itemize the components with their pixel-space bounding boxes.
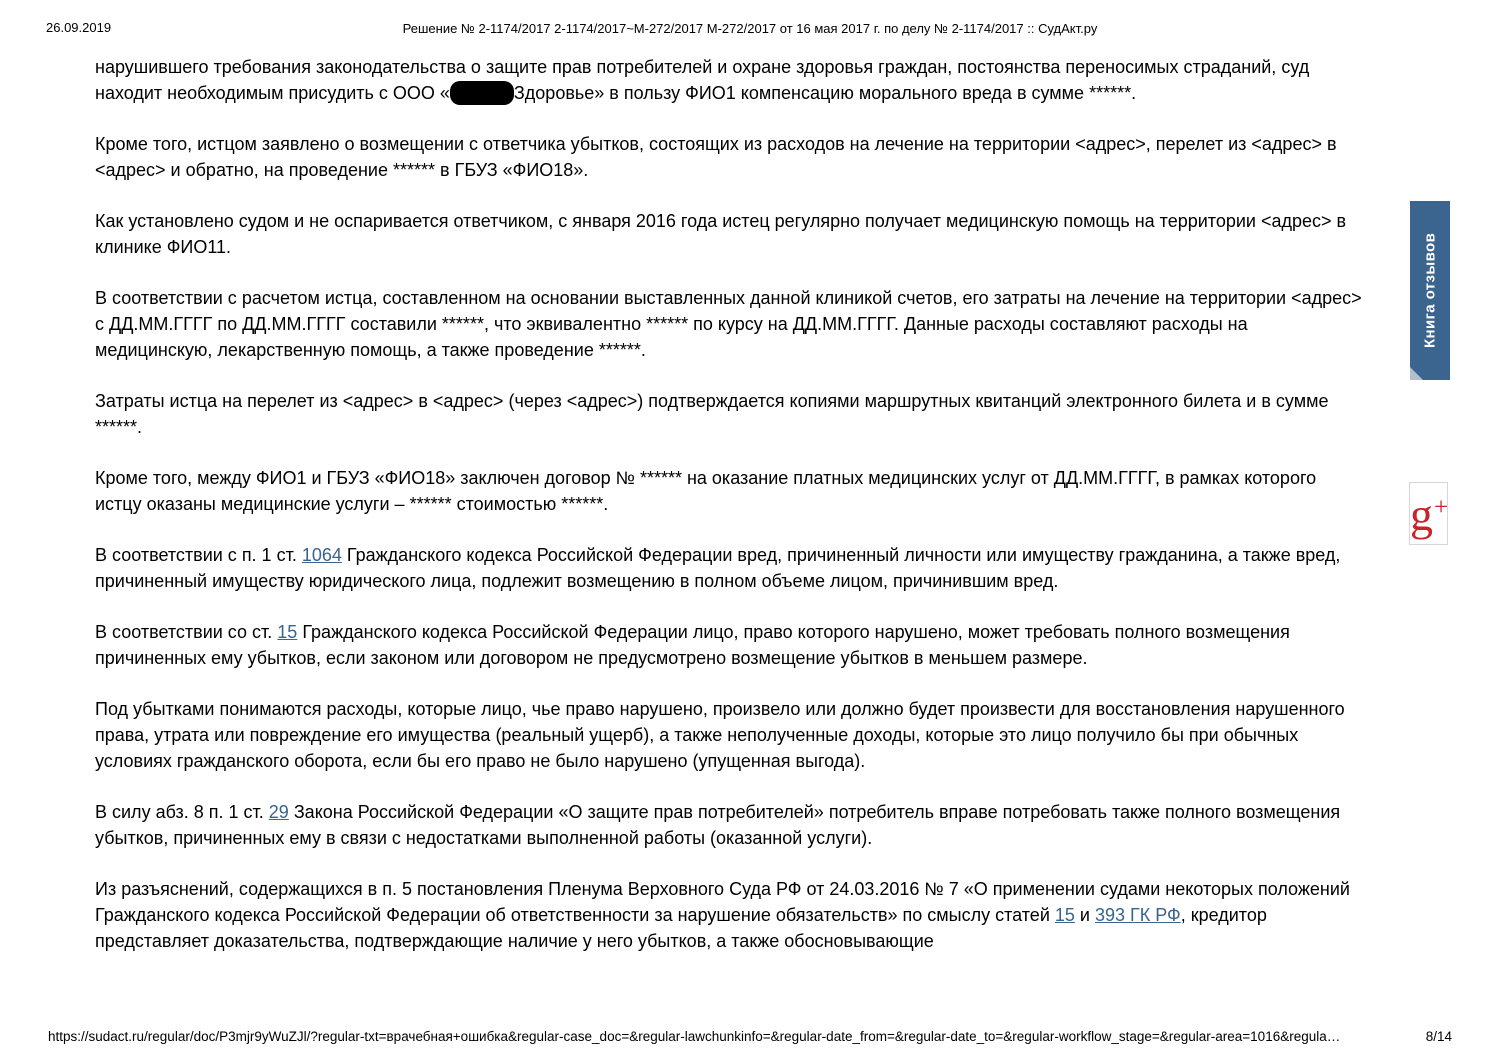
print-header-title: Решение № 2-1174/2017 2-1174/2017~М-272/2017 М-272/2017 от 16 мая 2017 г. по делу № 2-1174/2017 :: СудАкт.ру xyxy=(402,21,1098,36)
google-plus-button[interactable] xyxy=(1409,482,1448,545)
document-paragraph: В соответствии с п. 1 ст. 1064 Гражданского кодекса Российской Федерации вред, причиненный личности или имуществу гражданина, а также вред, причиненный имуществу юридического лица, подлежит возмещению в полном объеме лицом, причинившим вред. xyxy=(95,545,1341,591)
document-paragraph: Под убытками понимаются расходы, которые лицо, чье право нарушено, произвело или должно будет произвести для восстановления нарушенного права, утрата или повреждение его имущества (реальный ущерб), а также неполученные доходы, которые это лицо получило бы при обычных условиях гражданского оборота, если бы его право не было нарушено (упущенная выгода). xyxy=(95,699,1345,771)
print-header-date: 26.09.2019 xyxy=(46,20,112,35)
print-header xyxy=(0,20,1500,38)
redaction-box xyxy=(450,81,514,105)
document-paragraph: В соответствии с расчетом истца, составленном на основании выставленных данной клиникой счетов, его затраты на лечение на территории <адрес> с ДД.ММ.ГГГГ по ДД.ММ.ГГГГ составили ******, что эквивалентно ****** по курсу на ДД.ММ.ГГГГ. Данные расходы составляют расходы на медицинскую, лекарственную помощь, а также проведение ******. xyxy=(95,288,1362,360)
document-paragraph: В силу абз. 8 п. 1 ст. 29 Закона Российской Федерации «О защите прав потребителей» потребитель вправе потребовать также полного возмещения убытков, причиненных ему в связи с недостатками выполненной работы (оказанной услуги). xyxy=(95,802,1341,848)
statute-link[interactable]: 15 xyxy=(1054,905,1075,925)
document-paragraph: Кроме того, истцом заявлено о возмещении с ответчика убытков, состоящих из расходов на лечение на территории <адрес>, перелет из <адрес> в <адрес> и обратно, на проведение ****** в ГБУЗ «ФИО18». xyxy=(95,134,1337,180)
print-footer xyxy=(0,1029,1500,1044)
document-paragraph: нарушившего требования законодательства о защите прав потребителей и охране здоровья граждан, постоянства переносимых страданий, суд находит необходимым присудить с ООО « Здоровье» в пользу ФИО1 компенсацию морального вреда в сумме ******. xyxy=(95,57,1310,103)
google-plus-icon: g xyxy=(1410,489,1433,540)
document-body xyxy=(95,54,1363,979)
statute-link[interactable]: 393 ГК РФ xyxy=(1094,905,1181,925)
document-paragraph: Из разъяснений, содержащихся в п. 5 постановления Пленума Верховного Суда РФ от 24.03.2016 № 7 «О применении судами некоторых положений Гражданского кодекса Российской Федерации об ответственности за нарушение обязательств» по смыслу статей 15 и 393 ГК РФ, кредитор представляет доказательства, подтверждающие наличие у него убытков, а также обосновывающие xyxy=(95,879,1350,951)
feedback-book-tab[interactable] xyxy=(1410,201,1450,380)
statute-link[interactable]: 29 xyxy=(268,802,289,822)
document-paragraph: Затраты истца на перелет из <адрес> в <адрес> (через <адрес>) подтверждается копиями маршрутных квитанций электронного билета и в сумме ******. xyxy=(95,391,1329,437)
document-paragraph: В соответствии со ст. 15 Гражданского кодекса Российской Федерации лицо, право которого нарушено, может требовать полного возмещения причиненных ему убытков, если законом или договором не предусмотрено возмещение убытков в меньшем размере. xyxy=(95,622,1290,668)
statute-link[interactable]: 15 xyxy=(277,622,298,642)
print-footer-url: https://sudact.ru/regular/doc/P3mjr9yWuZJl/?regular-txt=врачебная+ошибка&regular-case_doc=&regular-lawchunkinfo=&regular-date_from=&regular-date_to=&regular-workflow_stage=&regular-area=1016&regula… xyxy=(48,1029,1341,1044)
document-paragraph: Как установлено судом и не оспаривается ответчиком, с января 2016 года истец регулярно получает медицинскую помощь на территории <адрес> в клинике ФИО11. xyxy=(95,211,1347,257)
feedback-book-tab-label: Книга отзывов xyxy=(1421,232,1439,349)
statute-link[interactable]: 1064 xyxy=(301,545,342,565)
google-plus-icon-plus: + xyxy=(1434,494,1449,521)
document-paragraph: Кроме того, между ФИО1 и ГБУЗ «ФИО18» заключен договор № ****** на оказание платных медицинских услуг от ДД.ММ.ГГГГ, в рамках которого истцу оказаны медицинские услуги – ****** стоимостью ******. xyxy=(95,468,1317,514)
print-footer-page-number: 8/14 xyxy=(1425,1029,1452,1044)
